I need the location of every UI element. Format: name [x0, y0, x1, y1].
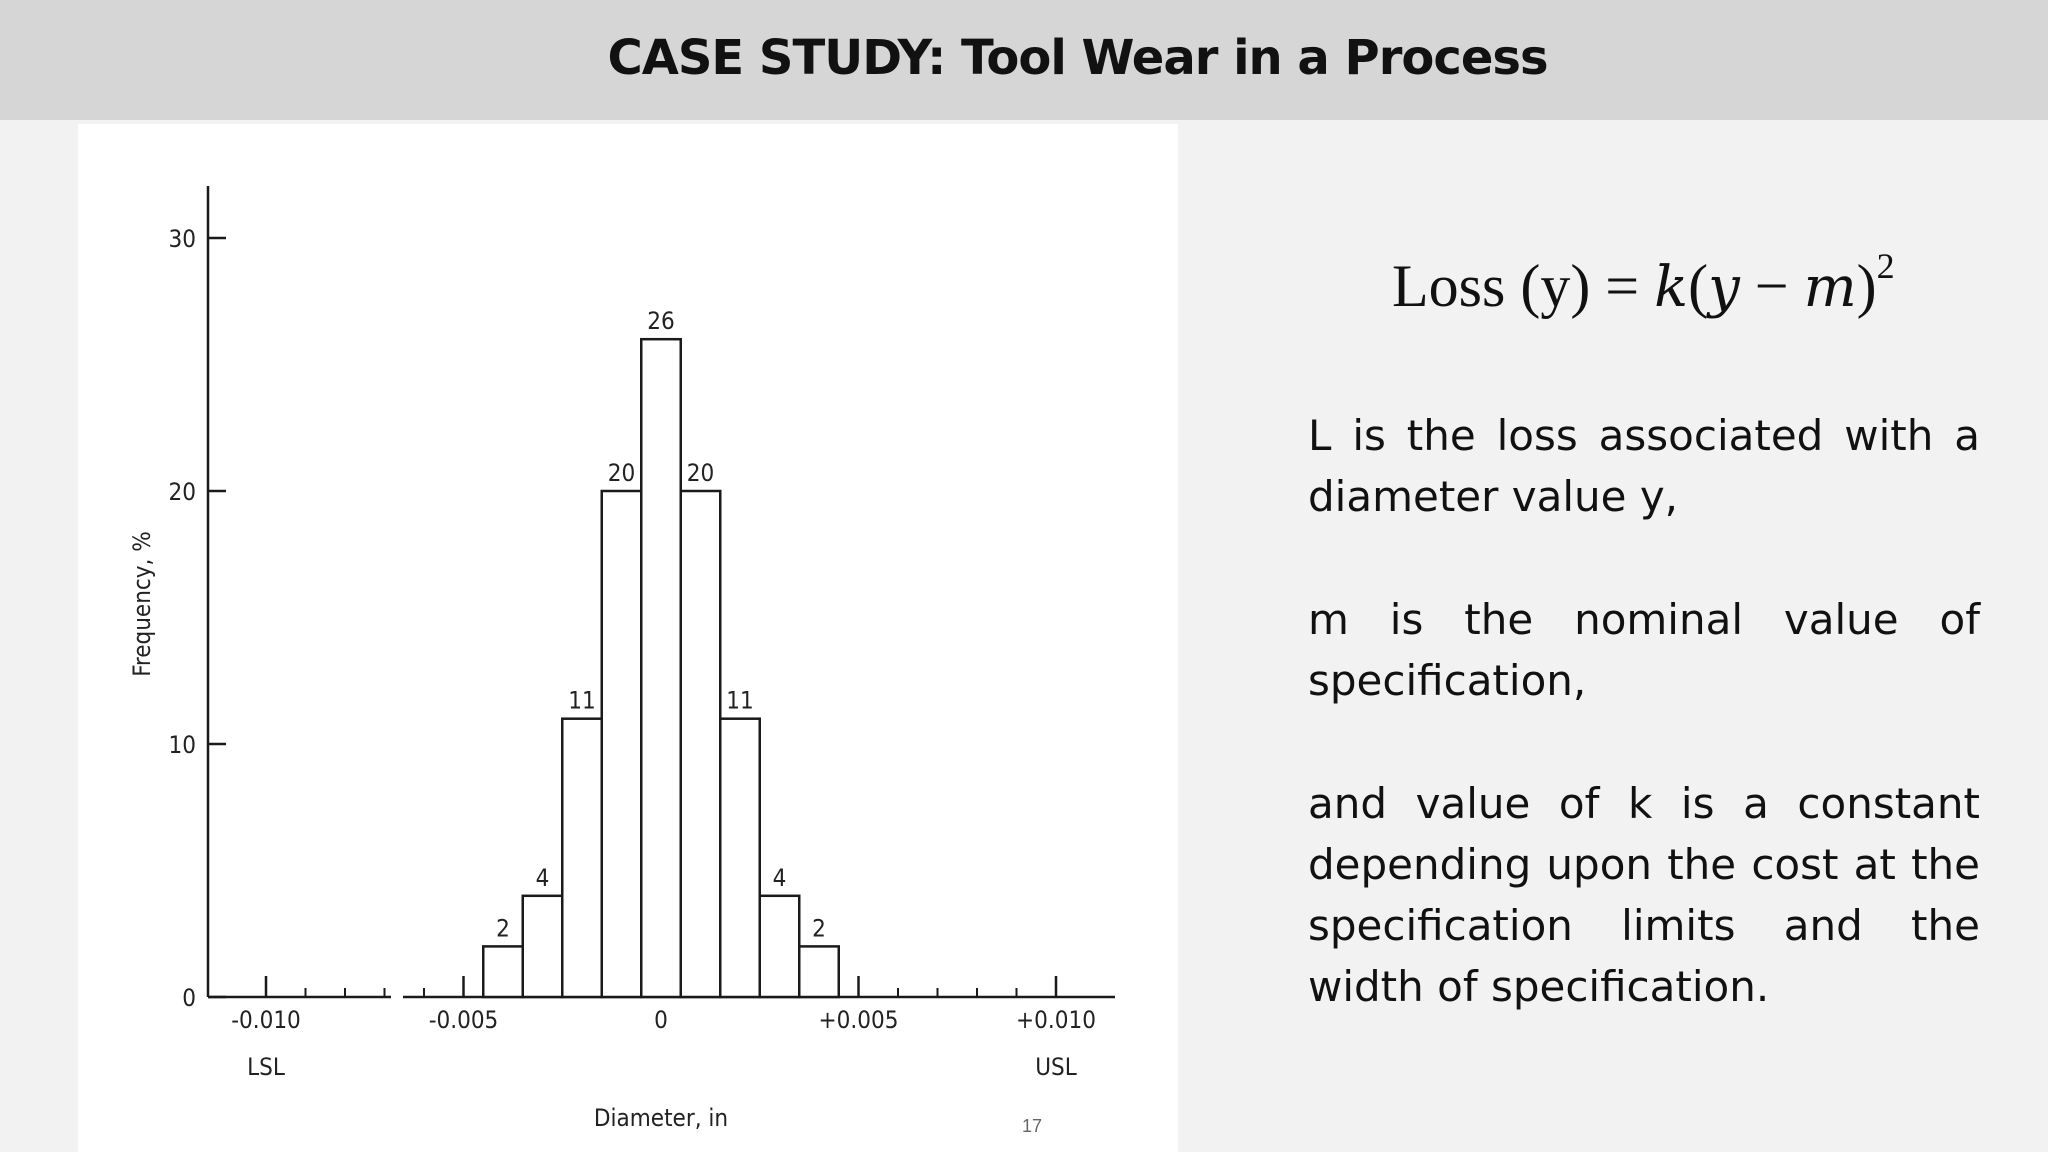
page-number: 17 — [1022, 1116, 1043, 1136]
formula-exponent: 2 — [1876, 246, 1895, 286]
x-tick-label: +0.010 — [1016, 1006, 1096, 1034]
y-tick-label: 30 — [168, 225, 196, 253]
formula-minus: − — [1739, 253, 1804, 319]
bar-value-label: 26 — [647, 307, 675, 336]
bar-value-label: 2 — [496, 914, 510, 943]
histogram-bar — [602, 491, 642, 997]
x-tick-label: +0.005 — [818, 1006, 899, 1034]
bar-value-label: 20 — [686, 459, 715, 487]
bar-value-label: 2 — [812, 914, 826, 943]
bar-value-label: 11 — [568, 686, 596, 715]
x-tick-label: -0.005 — [428, 1006, 499, 1034]
bar-value-label: 4 — [772, 863, 787, 892]
x-axis-label: Diameter, in — [593, 1104, 729, 1132]
description-loss: L is the loss associated with a diameter value y, — [1308, 411, 1980, 521]
histogram-bar — [681, 491, 721, 997]
histogram-bar — [562, 719, 602, 997]
formula-close-paren: ) — [1856, 253, 1877, 319]
x-spec-label: LSL — [247, 1053, 285, 1081]
bar-value-label: 4 — [535, 863, 550, 892]
x-spec-label: USL — [1035, 1053, 1077, 1081]
bar-value-label: 20 — [607, 459, 636, 487]
formula-lhs: Loss (y) = — [1392, 253, 1640, 319]
description-nominal: m is the nominal value of specification, — [1308, 595, 1980, 705]
histogram-bar — [760, 896, 800, 997]
description-constant: and value of k is a constant depending upon the cost at the specification limits and the width of specification. — [1308, 779, 1980, 1011]
formula-k: k — [1654, 255, 1689, 320]
y-axis-label: Frequency, % — [128, 531, 156, 677]
x-tick-label: 0 — [654, 1006, 668, 1034]
chart-bars — [483, 339, 839, 997]
formula-m: m — [1803, 255, 1857, 320]
loss-formula — [1392, 245, 1895, 321]
histogram-figure — [78, 124, 1178, 1152]
y-tick-label: 10 — [168, 731, 196, 759]
histogram-chart — [78, 124, 1178, 1152]
histogram-bar — [483, 946, 523, 997]
formula-open-paren: ( — [1688, 253, 1709, 319]
histogram-bar — [799, 946, 839, 997]
formula-y: y — [1708, 255, 1740, 320]
y-tick-label: 20 — [168, 478, 196, 506]
slide-title: CASE STUDY: Tool Wear in a Process — [607, 30, 1548, 86]
histogram-bar — [720, 719, 760, 997]
y-tick-label: 0 — [182, 984, 196, 1012]
description-text — [1308, 405, 1980, 1079]
x-tick-label: -0.010 — [231, 1006, 301, 1034]
histogram-bar — [641, 339, 681, 997]
bar-value-label: 11 — [726, 686, 754, 715]
histogram-bar — [523, 896, 563, 997]
